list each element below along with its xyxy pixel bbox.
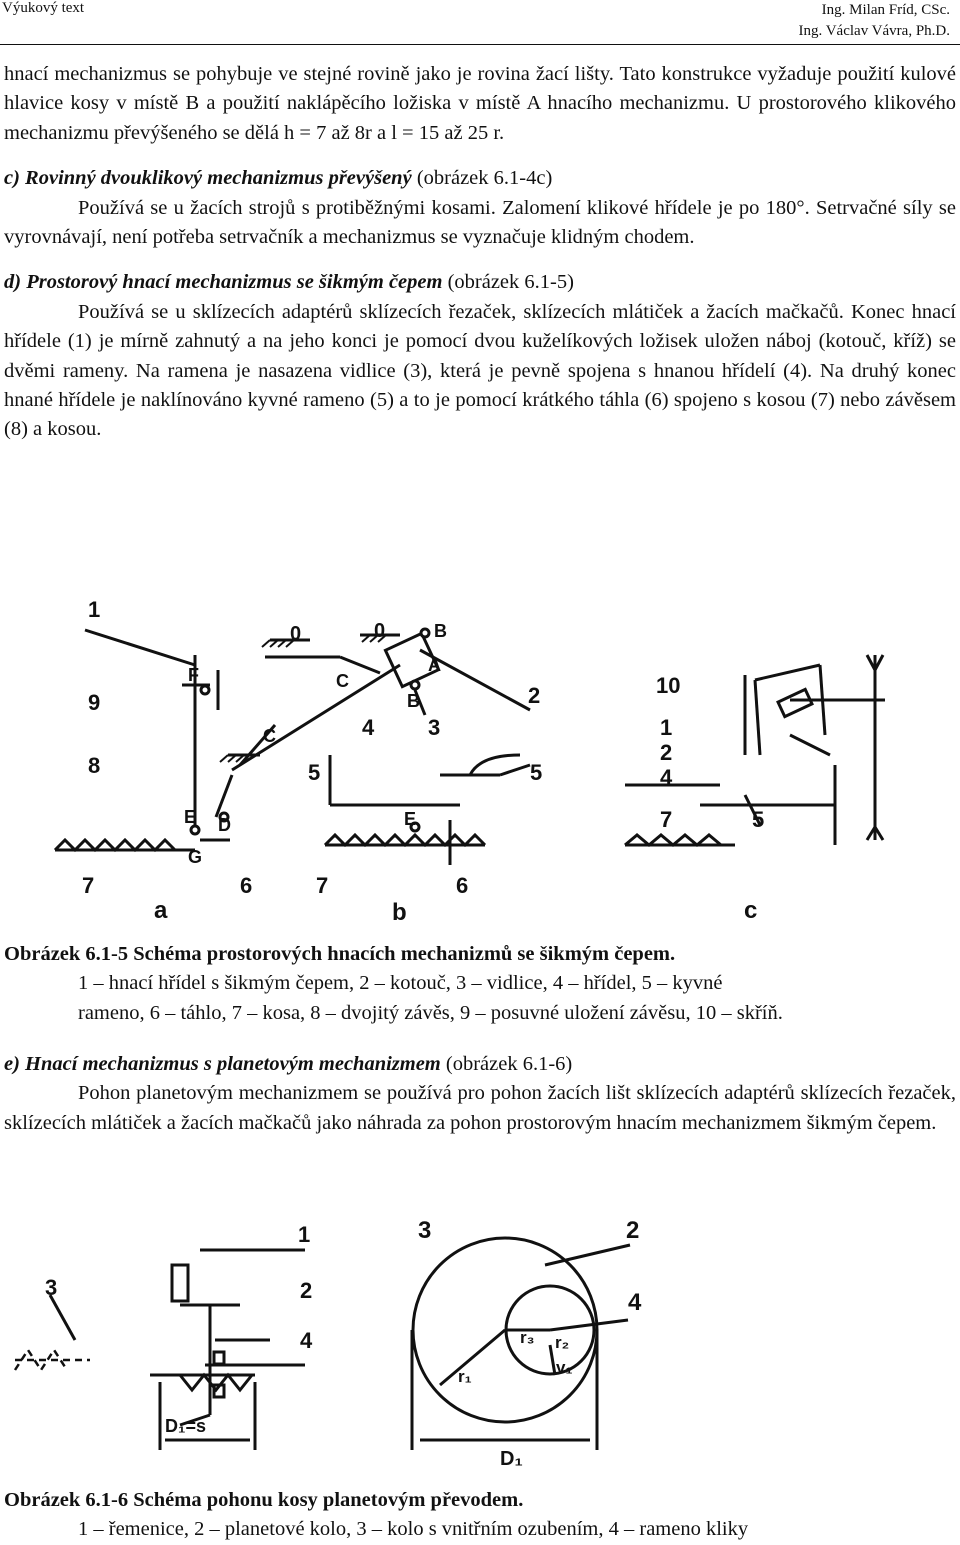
text-block-top [4, 60, 956, 445]
fig1-label-Cb: C [336, 671, 349, 691]
fig2-label-r4: 4 [628, 1289, 642, 1316]
section-d-heading [4, 268, 956, 297]
fig2-label-3: 3 [45, 1275, 58, 1300]
header-left: Výukový text [2, 0, 85, 16]
figure-6-1-5-caption [4, 940, 956, 1028]
fig1-label-B: B [434, 621, 447, 641]
fig1-sub-c: c [744, 897, 758, 924]
figure-6-1-5-drawing [0, 595, 960, 935]
section-c-body: Používá se u žacích strojů s protiběžnými kosami. Zalomení klikové hřídele je po 180°. Setrvačné síly se vyrovnávají, není potřeba setrvačník a mechanizmus se vyznačuje klidným chodem. [4, 196, 956, 249]
fig1-label-8: 8 [88, 753, 101, 778]
section-d-ref: (obrázek 6.1-5) [442, 271, 574, 294]
section-d-body: Používá se u sklízecích adaptérů sklízecích řezaček, sklízecích mlátiček a žacích mačkačů. Konec hnací hřídele (1) je mírně zahnutý a na jeho konci je pomocí dvou kuželíkových ložisek uložen náboj (kotouč, kříž) se dvěmi rameny. Na ramena je nasazena vidlice (3), která je pevně spojena s hnanou hřídelí (4). Na druhý konec hnané hřídele je naklínováno kyvné rameno (5) a to je pomocí krátkého táhla (6) spojeno s kosou (7) nebo závěsem (8) a kosou. [4, 300, 956, 441]
header-right [799, 0, 951, 42]
fig1-label-7: 7 [82, 873, 95, 898]
fig2-label-r3: 3 [418, 1217, 432, 1244]
fig1-label-D: D [218, 815, 231, 835]
fig1-label-G: G [188, 847, 203, 867]
section-d-title: d) Prostorový hnací mechanizmus se šikmým čepem [4, 271, 443, 294]
fig1-label-E: E [184, 807, 197, 827]
fig2-label-rr3: r₃ [520, 1328, 535, 1347]
fig2-label-r2: 2 [626, 1217, 640, 1244]
fig1-label-c2: 2 [660, 740, 673, 765]
fig2-label-rr1: r₁ [458, 1367, 472, 1386]
fig2-label-rr2: r₂ [555, 1333, 570, 1352]
section-e-body: Pohon planetovým mechanizmem se používá pro pohon žacích lišt sklízecích adaptérů sklízecích řezaček, sklízecích mlátiček a žacích mačkačů jako náhrada za pohon prostorovým hnacím mechanizmem šikmým čepem. [4, 1082, 956, 1134]
section-e-title: e) Hnací mechanizmus s planetovým mechanizmem [4, 1053, 441, 1075]
fig1-label-c1: 1 [660, 715, 673, 740]
fig1-label-5b: 5 [530, 760, 543, 785]
fig1-label-c7: 7 [660, 807, 673, 832]
fig2-label-d1s: D₁=s [165, 1416, 206, 1436]
fig1-label-0b: 0 [374, 620, 386, 642]
fig1-label-c4: 4 [660, 765, 673, 790]
figure-6-1-6-caption [4, 1486, 956, 1545]
fig1-caption-line-1: 1 – hnací hřídel s šikmým čepem, 2 – kotouč, 3 – vidlice, 4 – hřídel, 5 – kyvné [78, 972, 723, 995]
header-rule [0, 44, 960, 45]
fig1-caption-line-2: rameno, 6 – táhlo, 7 – kosa, 8 – dvojitý závěs, 9 – posuvné uložení závěsu, 10 – skříň. [78, 1001, 783, 1024]
fig1-caption-title: Obrázek 6.1-5 Schéma prostorových hnacích mechanizmů se šikmým čepem. [4, 943, 676, 965]
figure-6-1-6-drawing [0, 1210, 960, 1470]
section-c-title: c) Rovinný dvouklikový mechanizmus převýšený [4, 167, 412, 190]
fig1-label-C: C [263, 726, 276, 746]
fig1-label-Eb: E [404, 809, 417, 829]
fig1-sub-a: a [154, 897, 168, 924]
fig1-sub-b: b [392, 899, 407, 926]
fig1-label-Bb: B [407, 691, 420, 711]
figure-6-1-6 [0, 1210, 960, 1470]
fig2-caption-line-1: 1 – řemenice, 2 – planetové kolo, 3 – kolo s vnitřním ozubením, 4 – rameno kliky [78, 1518, 749, 1541]
section-c-ref: (obrázek 6.1-4c) [411, 167, 553, 190]
fig1-label-c5: 5 [752, 807, 765, 832]
fig1-label-3: 3 [428, 715, 441, 740]
fig1-label-F: F [188, 665, 199, 685]
fig1-label-4: 4 [362, 715, 375, 740]
fig1-label-10: 10 [656, 673, 681, 698]
fig2-label-rd1: D₁ [500, 1448, 523, 1470]
header-author-1: Ing. Milan Fríd, CSc. [821, 2, 950, 18]
figure-6-1-5 [0, 595, 960, 935]
fig1-label-7b: 7 [316, 873, 329, 898]
fig1-label-6b: 6 [456, 873, 469, 898]
fig1-label-A: A [428, 655, 441, 675]
header-author-2: Ing. Václav Vávra, Ph.D. [798, 23, 950, 39]
fig2-label-2: 2 [300, 1278, 313, 1303]
fig1-label-9: 9 [88, 690, 101, 715]
section-e-heading [4, 1050, 956, 1079]
fig1-label-5: 5 [308, 760, 321, 785]
fig2-label-4: 4 [300, 1328, 313, 1353]
fig1-label-6: 6 [240, 873, 253, 898]
section-e-ref: (obrázek 6.1-6) [440, 1053, 573, 1075]
section-c-heading [4, 164, 956, 193]
fig1-label-0a: 0 [290, 623, 302, 645]
text-block-e [4, 1050, 956, 1138]
paragraph-intro: hnací mechanizmus se pohybuje ve stejné rovině jako je rovina žací lišty. Tato konstrukce vyžaduje použití kulové hlavice kosy v místě B a použití naklápěcího ložiska v místě A hnacího mechanizmu. U prostorového klikového mechanizmu převýšeného se dělá h = 7 až 8r a l = 15 až 25 r. [4, 63, 956, 144]
fig1-label-1: 1 [88, 597, 101, 622]
fig1-label-2: 2 [528, 683, 541, 708]
fig2-caption-title: Obrázek 6.1-6 Schéma pohonu kosy planetovým převodem. [4, 1489, 524, 1511]
fig2-label-1: 1 [298, 1222, 311, 1247]
fig2-label-v1: v₁ [556, 1358, 573, 1377]
